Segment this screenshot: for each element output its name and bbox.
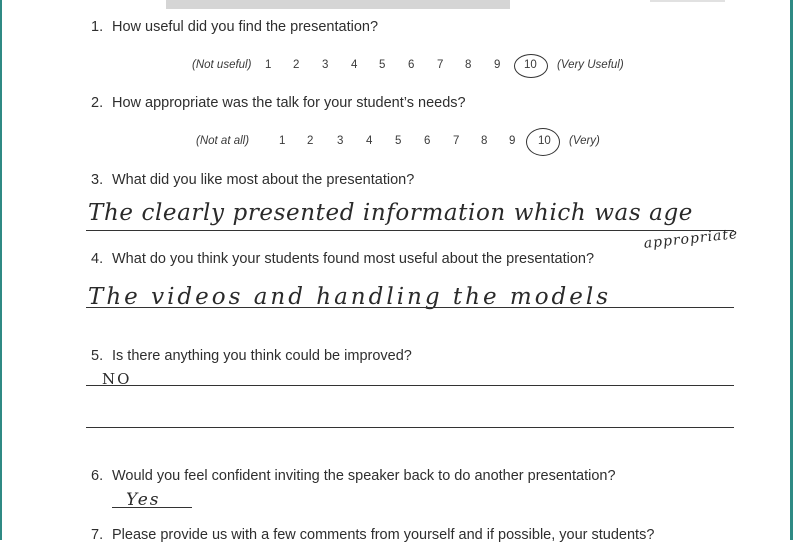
scale-option-2[interactable]: 2 [293, 59, 300, 71]
handwritten-answer-4: The videos and handling the models [88, 284, 612, 310]
question-text: Is there anything you think could be improved? [112, 348, 412, 364]
scale-option-4[interactable]: 4 [351, 59, 358, 71]
answer-line-short [112, 507, 192, 508]
handwritten-answer-5: NO [102, 370, 132, 388]
scale-option-4[interactable]: 4 [366, 135, 373, 147]
scale-low-label: (Not at all) [196, 135, 250, 147]
question-number: 7. [91, 527, 104, 543]
answer-line [86, 307, 734, 308]
handwritten-answer-3-continued: appropriate [643, 226, 739, 252]
scale-option-9[interactable]: 9 [509, 135, 516, 147]
question-number: 1. [91, 19, 104, 35]
scale-option-6[interactable]: 6 [408, 59, 415, 71]
scale-option-6[interactable]: 6 [424, 135, 431, 147]
handwritten-answer-3: The clearly presented information which was age [88, 200, 693, 226]
question-2 [91, 95, 466, 111]
top-divider-bar [166, 0, 510, 9]
scale-low-label: (Not useful) [192, 59, 252, 71]
handwritten-answer-6: Yes [126, 490, 161, 510]
answer-line [86, 427, 734, 428]
question-text: How appropriate was the talk for your student’s needs? [112, 95, 466, 111]
question-number: 2. [91, 95, 104, 111]
question-text: How useful did you find the presentation? [112, 19, 379, 35]
answer-line [86, 230, 734, 231]
scale-option-3[interactable]: 3 [322, 59, 329, 71]
question-4 [91, 251, 594, 267]
scale-option-8[interactable]: 8 [481, 135, 488, 147]
question-number: 5. [91, 348, 104, 364]
scale-high-label: (Very) [569, 135, 600, 147]
scale-option-5[interactable]: 5 [395, 135, 402, 147]
question-text: Would you feel confident inviting the speaker back to do another presentation? [112, 468, 616, 484]
question-number: 4. [91, 251, 104, 267]
question-text: What do you think your students found most useful about the presentation? [112, 251, 595, 267]
question-6 [91, 468, 616, 484]
selected-rating-circle [514, 54, 548, 78]
scale-option-9[interactable]: 9 [494, 59, 501, 71]
question-5 [91, 348, 412, 364]
question-1 [91, 19, 378, 35]
rating-scale-1 [192, 59, 652, 75]
scale-option-1[interactable]: 1 [279, 135, 286, 147]
selected-rating-circle [526, 128, 560, 156]
question-text: What did you like most about the presentation? [112, 172, 415, 188]
scale-option-5[interactable]: 5 [379, 59, 386, 71]
question-3 [91, 172, 414, 188]
scale-option-8[interactable]: 8 [465, 59, 472, 71]
question-7 [91, 527, 654, 543]
scale-option-1[interactable]: 1 [265, 59, 272, 71]
scale-high-label: (Very Useful) [557, 59, 624, 71]
scale-option-2[interactable]: 2 [307, 135, 314, 147]
top-divider-bar-right [650, 0, 725, 2]
question-text: Please provide us with a few comments from yourself and if possible, your students? [112, 527, 655, 543]
answer-line [86, 385, 734, 386]
scale-option-3[interactable]: 3 [337, 135, 344, 147]
scale-option-10[interactable]: 10 [538, 135, 551, 147]
scale-option-7[interactable]: 7 [437, 59, 444, 71]
scale-option-7[interactable]: 7 [453, 135, 460, 147]
question-number: 6. [91, 468, 104, 484]
scale-option-10[interactable]: 10 [524, 59, 537, 71]
question-number: 3. [91, 172, 104, 188]
